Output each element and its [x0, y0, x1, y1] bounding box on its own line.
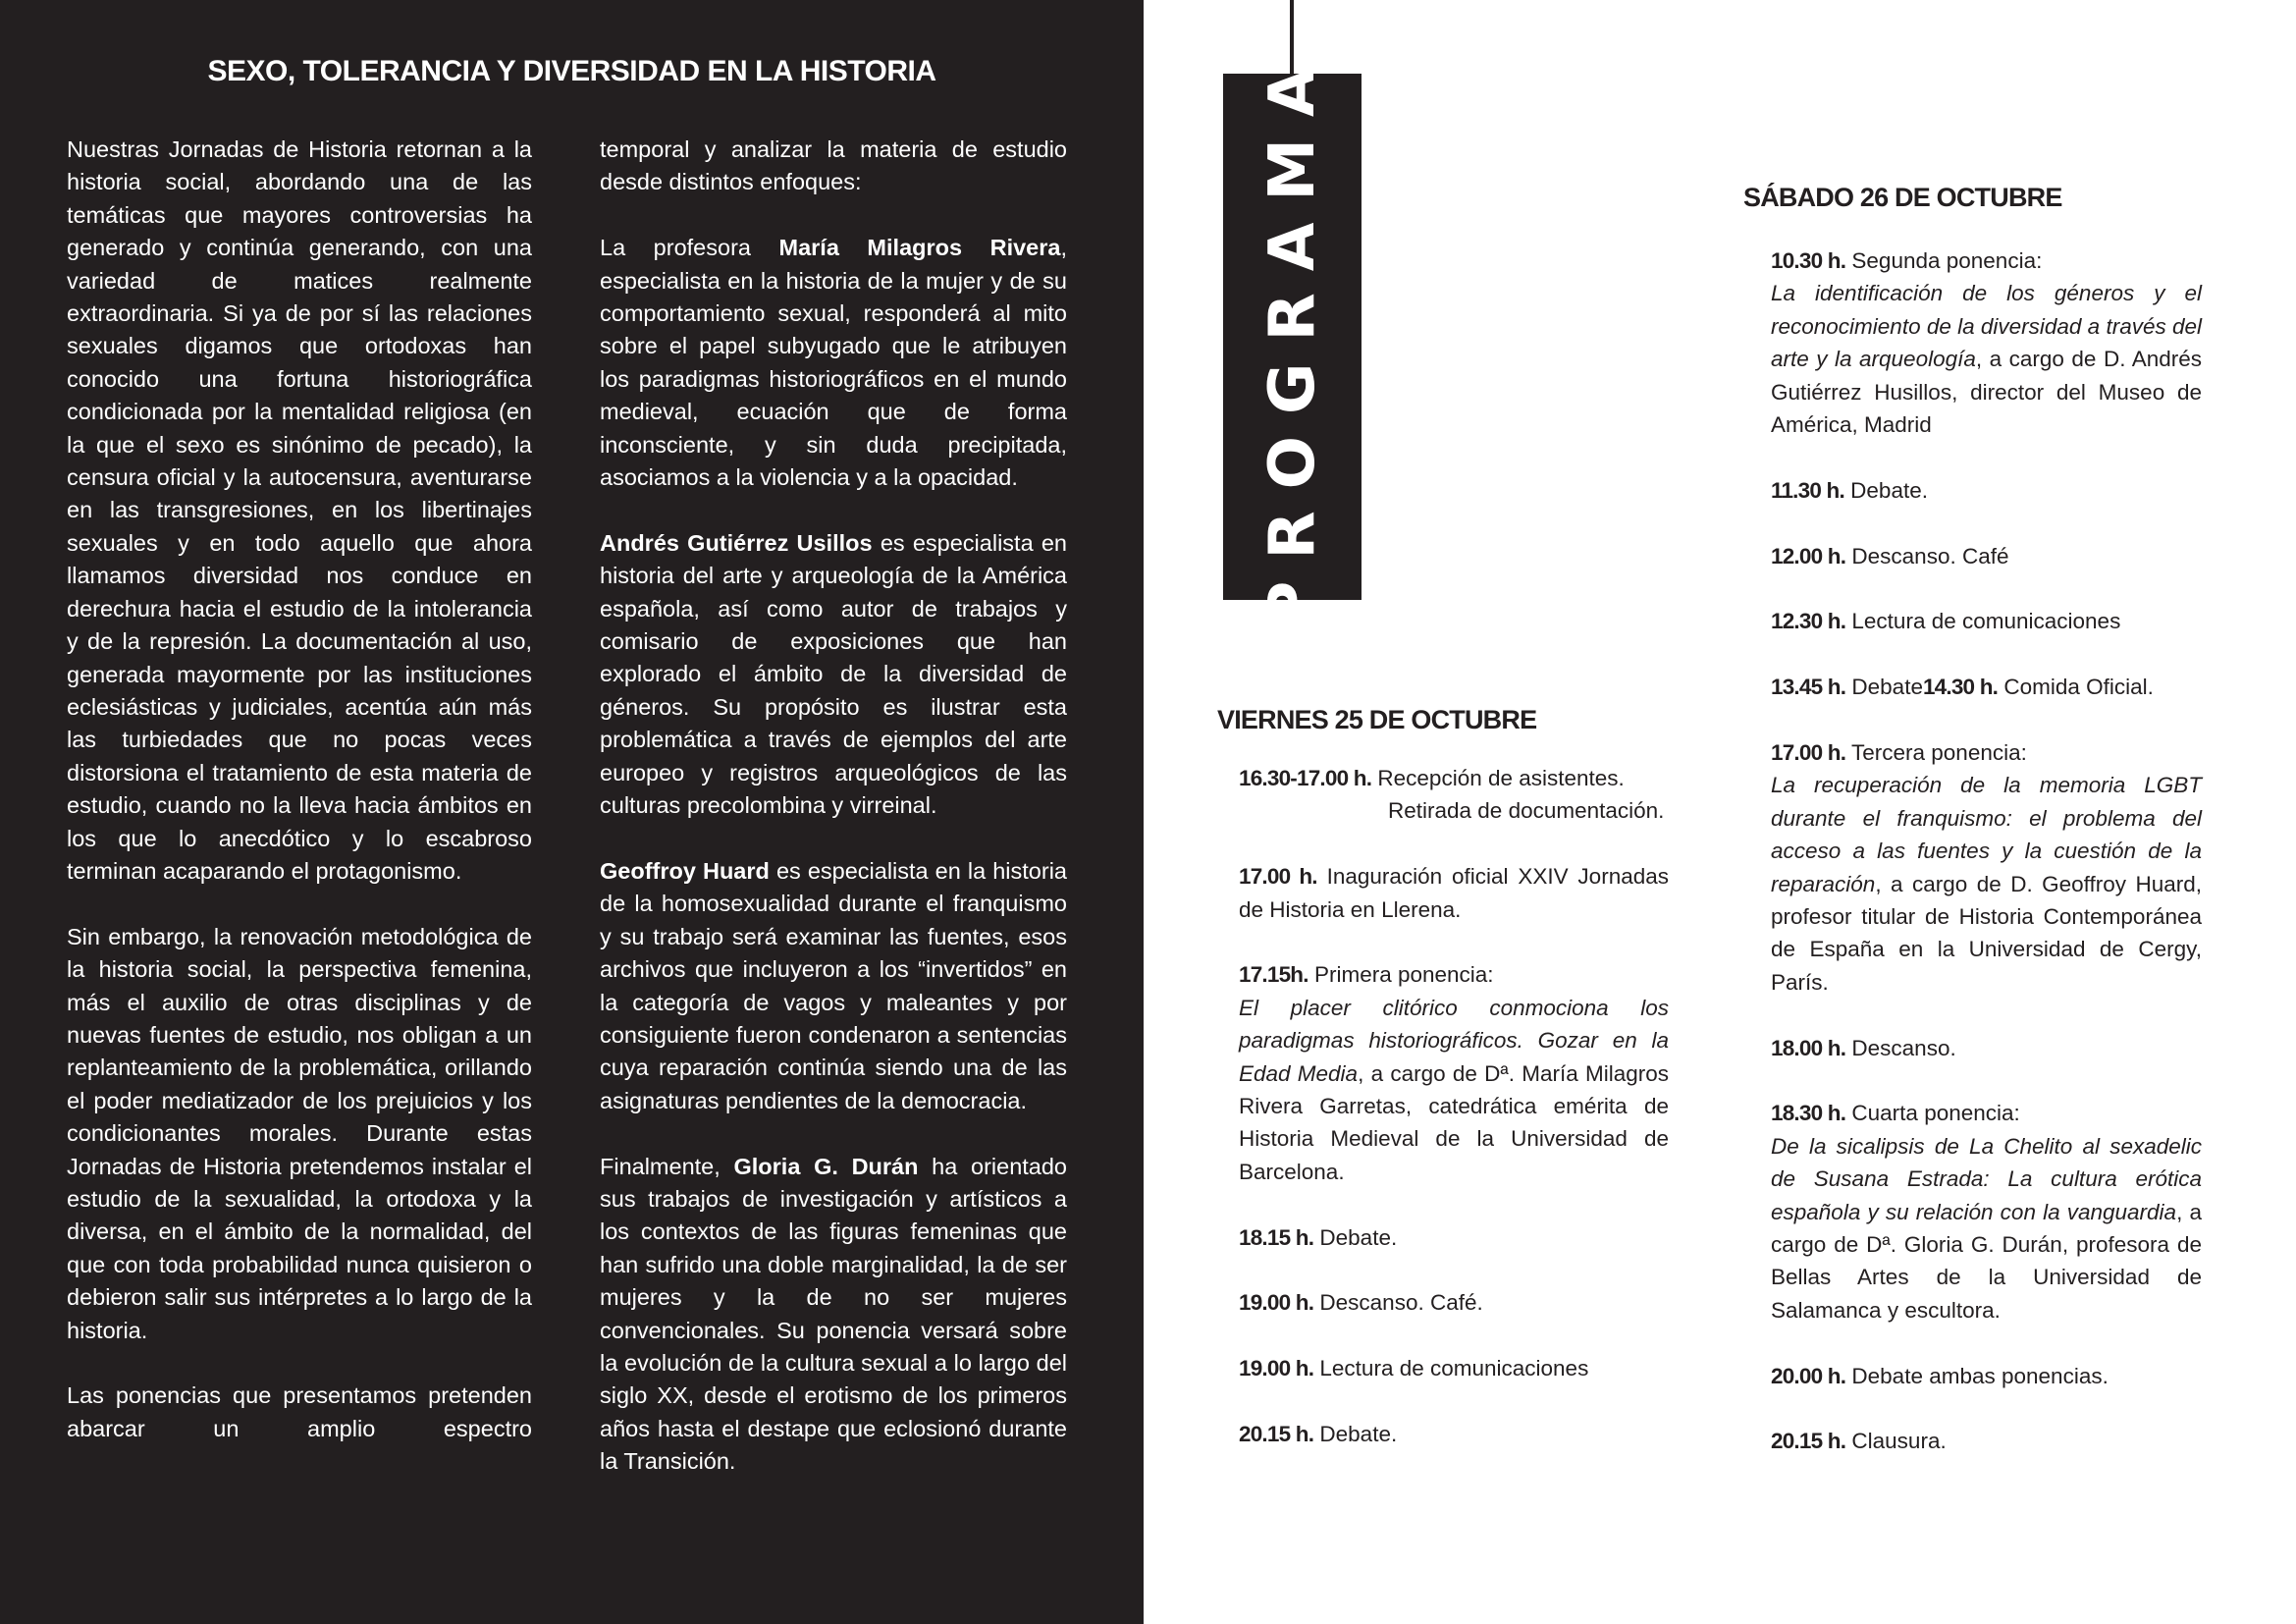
schedule-entry — [1771, 474, 2202, 507]
entry-time: 18.30 h. — [1771, 1101, 1846, 1126]
schedule-entry — [1239, 1221, 1669, 1254]
entry-time: 17.00 h. — [1771, 740, 1846, 766]
entry-time: 11.30 h. — [1771, 477, 1844, 503]
entry-text: Lectura de comunicaciones — [1845, 609, 2121, 634]
schedule-entry — [1239, 762, 1669, 828]
schedule-entry — [1771, 1097, 2202, 1326]
entry-text: Debate. — [1313, 1224, 1398, 1250]
schedule-entry — [1771, 244, 2202, 441]
entry-text: Descanso. Café — [1845, 543, 2009, 568]
paragraph-text: es especialista en historia del arte y arqueología de la América española, así como autor de trabajos y comisario de exposiciones que han explorado el ámbito de la diversidad de géneros. Su propósito es ilustrar esta problemática a través de ejemplos del arte europeo y registros arqueológicos de las culturas precolombina y virreinal. — [600, 529, 1067, 819]
schedule-entry — [1771, 1032, 2202, 1064]
paragraph-prefix: La profesora — [600, 235, 779, 261]
entry-text: Primera ponencia: — [1308, 962, 1494, 988]
entry-time: 17.00 h. — [1239, 864, 1317, 890]
entry-text: Descanso. Café. — [1313, 1290, 1483, 1316]
speaker-name: Andrés Gutiérrez Usillos — [600, 529, 873, 556]
schedule-entry — [1771, 736, 2202, 999]
entry-text: Segunda ponencia: — [1845, 248, 2043, 273]
talk-speaker: , a cargo de D. Geoffroy Huard, profesor titular de Historia Contemporánea de España en la Universidad de Cergy, París. — [1771, 871, 2202, 995]
schedule-sabado — [1771, 244, 2202, 1490]
entry-text: Comida Oficial. — [1998, 675, 2154, 700]
entry-text: Debate ambas ponencias. — [1845, 1363, 2109, 1388]
paragraph-text: temporal y analizar la materia de estudio desde distintos enfoques: — [600, 136, 1067, 195]
entry-text: Lectura de comunicaciones — [1313, 1356, 1589, 1381]
intro-paragraph: Nuestras Jornadas de Historia retornan a la historia social, abordando una de las temáticas que mayores controversias ha generado y continúa generando, con una variedad de matices realmente extraordinaria. Si ya de por sí las relaciones sexuales digamos que ortodoxas han conocido una fortuna historiográfica condicionada por la mentalidad religiosa (en la que el sexo es sinónimo de pecado), la censura oficial y la autocensura, aventurarse en las transgresiones, en los libertinajes sexuales y en todo aquello que ahora llamamos diversidad nos conduce en derechura hacia el estudio de la intolerancia y de la represión. La documentación al uso, generada mayormente por las instituciones eclesiásticas y judiciales, acentúa aún más las turbiedades que no pocas veces distorsiona el tratamiento de esta materia de estudio, cuando no la lleva hacia ámbitos en los que lo anecdótico y lo escabroso terminan acaparando el protagonismo. — [67, 136, 532, 884]
intro-paragraph: Las ponencias que presentamos pretenden abarcar un amplio espectro — [67, 1382, 532, 1441]
schedule-entry — [1771, 1425, 2202, 1457]
entry-time: 20.15 h. — [1771, 1429, 1846, 1454]
speaker-paragraph — [600, 527, 1067, 823]
programa-label: PROGRAMA — [1255, 46, 1329, 627]
speaker-name: Gloria G. Durán — [733, 1153, 919, 1179]
entry-continuation: Retirada de documentación. — [1388, 798, 1665, 824]
intro-paragraph: Sin embargo, la renovación metodológica de la historia social, la perspectiva femenina, más el auxilio de otras disciplinas y de nuevas fuentes de estudio, nos obligan a un replanteamiento de la problemática, orillando el poder mediatizador de los prejuicios y los condicionantes morales. Durante estas Jornadas de Historia pretendemos instalar el estudio de la sexualidad, la ortodoxa y la diversa, en el ámbito de la normalidad, del que con toda probabilidad nunca quisieron o debieron salir sus intérpretes a lo largo de la historia. — [67, 923, 532, 1343]
entry-time: 19.00 h. — [1239, 1356, 1314, 1381]
entry-text: Inaguración oficial XXIV Jornadas de Historia en Llerena. — [1239, 864, 1669, 922]
schedule-entry — [1771, 1360, 2202, 1392]
entry-time: 18.00 h. — [1771, 1035, 1846, 1060]
intro-column-1 — [67, 134, 532, 1479]
speaker-paragraph — [600, 1151, 1067, 1479]
entry-time: 20.15 h. — [1239, 1422, 1314, 1447]
entry-time: 16.30-17.00 h. — [1239, 766, 1372, 790]
day-header-sabado: SÁBADO 26 DE OCTUBRE — [1743, 183, 2062, 212]
speaker-name: María Milagros Rivera — [778, 235, 1061, 261]
schedule-entry — [1771, 540, 2202, 572]
entry-text: Tercera ponencia: — [1845, 740, 2027, 766]
schedule-entry — [1771, 671, 2202, 703]
entry-time: 20.00 h. — [1771, 1363, 1846, 1388]
schedule-viernes — [1239, 762, 1669, 1484]
entry-time: 13.45 h. — [1771, 675, 1846, 700]
talk-title: La recuperación de la memoria LGBT durante el franquismo: el problema del acceso a las fuentes y la cuestión de la reparación — [1771, 773, 2202, 896]
entry-time: 12.00 h. — [1771, 543, 1846, 568]
talk-title: El placer clitórico conmociona los paradigmas historiográficos. Gozar en la Edad Media — [1239, 995, 1669, 1086]
talk-speaker: , a cargo de Dª. Gloria G. Durán, profesora de Bellas Artes de la Universidad de Salamanca y escultora. — [1771, 1199, 2202, 1323]
schedule-entry — [1771, 605, 2202, 637]
entry-text: Debate. — [1843, 477, 1928, 503]
entry-text: Clausura. — [1845, 1429, 1947, 1454]
schedule-entry — [1239, 1418, 1669, 1450]
intro-paragraph — [600, 134, 1067, 199]
speaker-paragraph — [600, 232, 1067, 494]
schedule-entry — [1239, 1286, 1669, 1319]
schedule-entry — [1239, 958, 1669, 1188]
talk-title: La identificación de los géneros y el reconocimiento de la diversidad a través del arte y la arqueología — [1771, 281, 2202, 372]
entry-text: Cuarta ponencia: — [1845, 1101, 2020, 1126]
entry-time: 14.30 h. — [1922, 675, 1999, 700]
speaker-paragraph — [600, 855, 1067, 1117]
entry-text: Descanso. — [1845, 1035, 1956, 1060]
page-title: SEXO, TOLERANCIA Y DIVERSIDAD EN LA HISTORIA — [207, 55, 936, 87]
talk-speaker: , a cargo de Dª. María Milagros Rivera Garretas, catedrática emérita de Historia Medieval de la Universidad de Barcelona. — [1239, 1060, 1669, 1184]
entry-text: Debate — [1845, 675, 1923, 700]
entry-time: 10.30 h. — [1771, 248, 1846, 273]
schedule-entry — [1239, 860, 1669, 926]
intro-column-2 — [600, 134, 1067, 1511]
paragraph-text: ha orientado sus trabajos de investigación y artísticos a los contextos de las figuras femeninas que han sufrido una doble marginalidad, la de ser mujeres y la de no ser mujeres convencionales. Su ponencia versará sobre la evolución de la cultura sexual a lo largo del siglo XX, desde el erotismo de los primeros años hasta el destape que eclosionó durante la Transición. — [600, 1153, 1067, 1475]
talk-title: De la sicalipsis de La Chelito al sexadelic de Susana Estrada: La cultura erótica española y su relación con la vanguardia — [1771, 1133, 2202, 1224]
entry-time: 19.00 h. — [1239, 1290, 1314, 1316]
entry-time: 18.15 h. — [1239, 1224, 1314, 1250]
talk-speaker: , a cargo de D. Andrés Gutiérrez Husillos, director del Museo de América, Madrid — [1771, 347, 2202, 438]
entry-time: 17.15h. — [1239, 962, 1308, 988]
paragraph-text: es especialista en la historia de la homosexualidad durante el franquismo y su trabajo será examinar las fuentes, esos archivos que incluyeron a los “invertidos” en la categoría de vagos y maleantes y por consiguiente fueron condenaron a sentencias cuya reparación continúa siendo una de las asignaturas pendientes de la democracia. — [600, 857, 1067, 1113]
paragraph-prefix: Finalmente, — [600, 1153, 734, 1179]
schedule-entry — [1239, 1352, 1669, 1384]
entry-text: Recepción de asistentes. — [1371, 766, 1625, 790]
day-header-viernes: VIERNES 25 DE OCTUBRE — [1217, 705, 1537, 734]
entry-time: 12.30 h. — [1771, 609, 1846, 634]
speaker-name: Geoffroy Huard — [600, 857, 770, 884]
programa-banner — [1223, 46, 1362, 627]
paragraph-text: , especialista en la historia de la mujer y de su comportamiento sexual, responderá al mito sobre el papel subyugado que le atribuyen los paradigmas historiográficos en el mundo medieval, ecuación que de forma inconsciente, y sin duda precipitada, asociamos a la violencia y a la opacidad. — [600, 235, 1067, 491]
entry-text: Debate. — [1313, 1422, 1398, 1447]
